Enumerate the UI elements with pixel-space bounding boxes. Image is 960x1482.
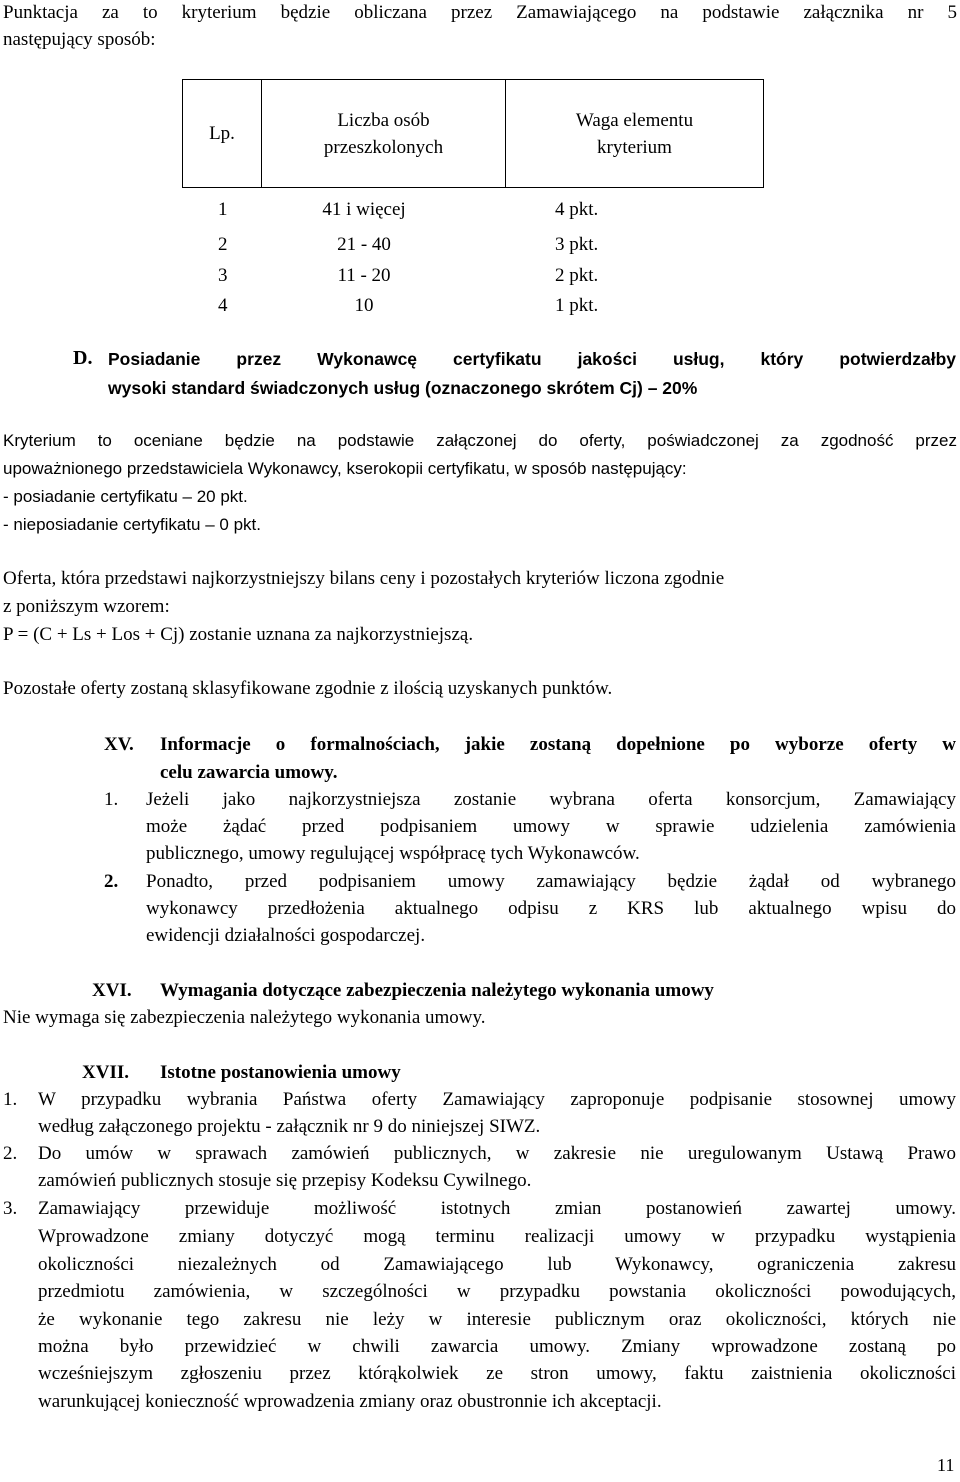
- table-row: [182, 262, 660, 289]
- section-xv-item-1-line-2: może żądać przed podpisaniem umowy w sprawie udzielenia zamówienia: [146, 816, 956, 837]
- table-row: [182, 231, 660, 258]
- section-xv-item-2-number: 2.: [104, 871, 119, 892]
- section-xv-item-1-line-1: Jeżeli jako najkorzystniejsza zostanie wybrana oferta konsorcjum, Zamawiający: [146, 789, 956, 810]
- section-xvii-item-3-line-5: że wykonanie tego zakresu nie leży w interesie publicznym oraz okoliczności, których nie: [38, 1309, 956, 1330]
- section-d-body-line-2: upoważnionego przedstawiciela Wykonawcy, kserokopii certyfikatu, w sposób następujący:: [3, 459, 687, 478]
- section-xv-item-1-line-3: publicznego, umowy regulującej współpracę tych Wykonawców.: [146, 843, 640, 864]
- section-xvii-item-3-line-4: przedmiotu zamówienia, w szczególności w przypadku powstania okoliczności powodujących,: [38, 1281, 956, 1302]
- table-cell: 11 - 20: [337, 265, 391, 286]
- section-xvii-item-2-line-2: zamówień publicznych stosuje się przepisy Kodeksu Cywilnego.: [38, 1170, 532, 1191]
- section-xvii-item-3-line-7: wcześniejszym zgłoszeniu przez którąkolwiek ze stron umowy, faktu zaistnienia okoliczności: [38, 1363, 956, 1384]
- intro-line-2: następujący sposób:: [3, 29, 156, 50]
- section-xvii-item-1-line-1: W przypadku wybrania Państwa oferty Zamawiający zaproponuje podpisanie stosownej umowy: [38, 1089, 956, 1110]
- section-xvii-number: XVII.: [82, 1062, 129, 1083]
- table-cell: 4 pkt.: [555, 199, 599, 220]
- offer-line-2: z poniższym wzorem:: [3, 596, 170, 617]
- table-header-cell: Waga elementu kryterium: [575, 109, 694, 158]
- section-xv-title-line-2: celu zawarcia umowy.: [160, 762, 338, 783]
- section-xvii-item-1-line-2: według załączonego projektu - załącznik nr 9 do niniejszej SIWZ.: [38, 1116, 541, 1137]
- table-cell: 2 pkt.: [555, 265, 599, 286]
- section-d-marker: D.: [73, 347, 93, 369]
- section-xvii-item-1-number: 1.: [3, 1089, 18, 1110]
- section-d-body-line-4: - nieposiadanie certyfikatu – 0 pkt.: [3, 515, 261, 534]
- section-xv-item-2-line-1: Ponadto, przed podpisaniem umowy zamawiający będzie żądał od wybranego: [146, 871, 956, 892]
- section-xvii-item-2-number: 2.: [3, 1143, 18, 1164]
- section-xv-item-2-line-3: ewidencji działalności gospodarczej.: [146, 925, 426, 946]
- table-cell: 3 pkt.: [555, 234, 599, 255]
- table-row: [182, 292, 660, 319]
- table-cell: 41 i więcej: [322, 199, 406, 220]
- table-header-lp: [182, 79, 262, 188]
- section-d-heading-line-1: Posiadanie przez Wykonawcę certyfikatu jakości usług, który potwierdzałby: [108, 349, 956, 369]
- table-header-cell: Liczba osób przeszkolonych: [323, 109, 444, 158]
- table-cell: 1: [218, 199, 228, 220]
- section-xv-item-1-number: 1.: [104, 789, 119, 810]
- page-number: 11: [937, 1455, 955, 1475]
- table-cell: 21 - 40: [337, 234, 391, 255]
- section-xvii-item-3-number: 3.: [3, 1198, 18, 1219]
- table-cell: 3: [218, 265, 228, 286]
- table-header-cell: Lp.: [209, 123, 235, 144]
- remaining-offers-text: Pozostałe oferty zostaną sklasyfikowane zgodnie z ilością uzyskanych punktów.: [3, 678, 613, 699]
- section-xv-number: XV.: [104, 734, 134, 755]
- offer-line-1: Oferta, która przedstawi najkorzystniejszy bilans ceny i pozostałych kryteriów liczona zgodnie: [3, 568, 725, 589]
- section-xv-item-2-line-2: wykonawcy przedłożenia aktualnego odpisu z KRS lub aktualnego wpisu do: [146, 898, 956, 919]
- table-row: [182, 196, 660, 223]
- section-xvi-number: XVI.: [92, 980, 132, 1001]
- section-xvii-title: Istotne postanowienia umowy: [160, 1062, 401, 1083]
- section-d-body-line-3: - posiadanie certyfikatu – 20 pkt.: [3, 487, 248, 506]
- section-xvii-item-3-line-8: warunkującej konieczność wprowadzenia zmiany oraz obustronnie ich akceptacji.: [38, 1391, 662, 1412]
- table-cell: 4: [218, 295, 228, 316]
- table-cell: 2: [218, 234, 228, 255]
- section-xvii-item-3-line-6: można było przewidzieć w chwili zawarcia umowy. Zmiany wprowadzone zostaną po: [38, 1336, 956, 1357]
- table-cell: 1 pkt.: [555, 295, 599, 316]
- offer-line-3: P = (C + Ls + Los + Cj) zostanie uznana za najkorzystniejszą.: [3, 624, 474, 645]
- table-header-weight: [505, 79, 764, 188]
- table-cell: 10: [354, 295, 374, 316]
- table-header-count: [261, 79, 506, 188]
- intro-line-1: Punktacja za to kryterium będzie obliczana przez Zamawiającego na podstawie załącznika nr 5: [3, 2, 957, 23]
- section-xvii-item-2-line-1: Do umów w sprawach zamówień publicznych, w zakresie nie uregulowanym Ustawą Prawo: [38, 1143, 956, 1164]
- section-xvii-item-3-line-1: Zamawiający przewiduje możliwość istotnych zmian postanowień zawartej umowy.: [38, 1198, 956, 1219]
- section-xvii-item-3-line-3: okoliczności niezależnych od Zamawiającego lub Wykonawcy, ograniczenia zakresu: [38, 1254, 956, 1275]
- section-xvi-title: Wymagania dotyczące zabezpieczenia należytego wykonania umowy: [160, 980, 714, 1001]
- section-d-body-line-1: Kryterium to oceniane będzie na podstawie załączonej do oferty, poświadczonej za zgodność przez: [3, 431, 957, 450]
- section-d-heading-line-2: wysoki standard świadczonych usług (oznaczonego skrótem Cj) – 20%: [108, 378, 698, 398]
- section-xvi-body: Nie wymaga się zabezpieczenia należytego wykonania umowy.: [3, 1007, 486, 1028]
- section-xv-title-line-1: Informacje o formalnościach, jakie zostaną dopełnione po wyborze oferty w: [160, 734, 956, 755]
- section-xvii-item-3-line-2: Wprowadzone zmiany dotyczyć mogą terminu realizacji umowy w przypadku wystąpienia: [38, 1226, 956, 1247]
